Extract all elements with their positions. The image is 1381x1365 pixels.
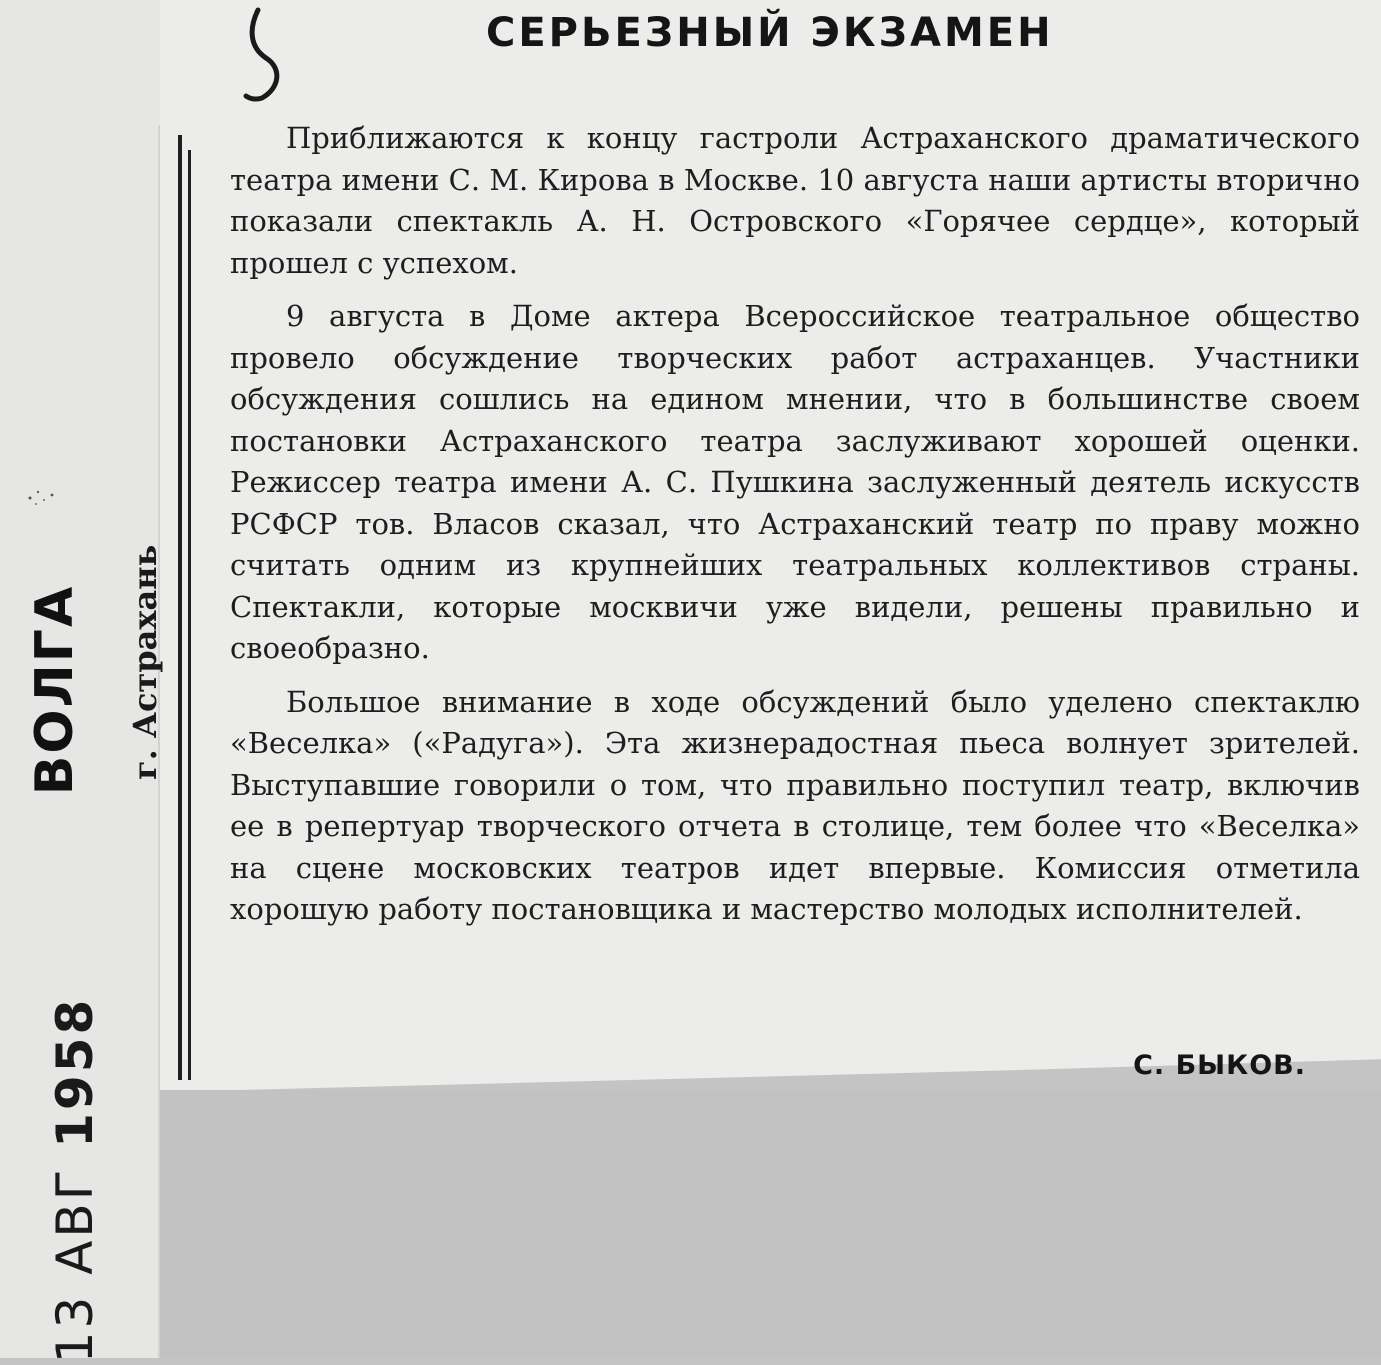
stamp-newspaper-name: ВОЛГА bbox=[25, 584, 85, 796]
article-paragraph-1: Приближаются к концу гастроли Астраханского драматического театра имени С. М. Кирова в Москве. 10 августа наши артисты вторично показали спектакль А. Н. Островского «Горячее сердце», который прошел с успехом. bbox=[230, 121, 1360, 280]
article-paragraph-3: Большое внимание в ходе обсуждений было уделено спектаклю «Веселка» («Радуга»). Эта жизнерадостная пьеса волнует зрителей. Выступавшие говорили о том, что правильно поступил театр, включив ее в репертуар творческого отчета в столице, тем более что «Веселка» на сцене московских театров идет впервые. Комиссия отметила хорошую работу постановщика и мастерство молодых исполнителей. bbox=[230, 684, 1360, 926]
column-rule-left bbox=[178, 135, 182, 1080]
author-signature: С. БЫКОВ. bbox=[1133, 1050, 1306, 1081]
article-paragraph-2: 9 августа в Доме актера Всероссийское театральное общество провело обсуждение творческих работ астраханцев. Участники обсуждения сошлись на едином мнении, что в большинстве своем постановки Астраханского театра заслуживают хорошей оценки. Режиссер театра имени А. С. Пушкина заслуженный деятель искусств РСФСР тов. Власов сказал, что Астраханский театр по праву можно считать одним из крупнейших театральных коллективов страны. Спектакли, которые москвичи уже видели, решены правильно и своеобразно. bbox=[230, 299, 1360, 665]
article-headline: СЕРЬЕЗНЫЙ ЭКЗАМЕН bbox=[486, 10, 1054, 56]
stamp-date-day: 13 bbox=[46, 1293, 104, 1364]
stamp-date bbox=[45, 995, 105, 1365]
stamp-date-month: АВГ bbox=[46, 1166, 104, 1275]
backing-sheet bbox=[160, 1090, 1381, 1358]
column-rule-right bbox=[188, 150, 191, 1080]
article-body bbox=[230, 118, 1360, 943]
ink-speck bbox=[10, 480, 70, 520]
stamp-date-year: 1958 bbox=[46, 996, 104, 1148]
stamp-city: г. Астрахань bbox=[126, 544, 164, 780]
handwritten-mark bbox=[236, 6, 296, 102]
